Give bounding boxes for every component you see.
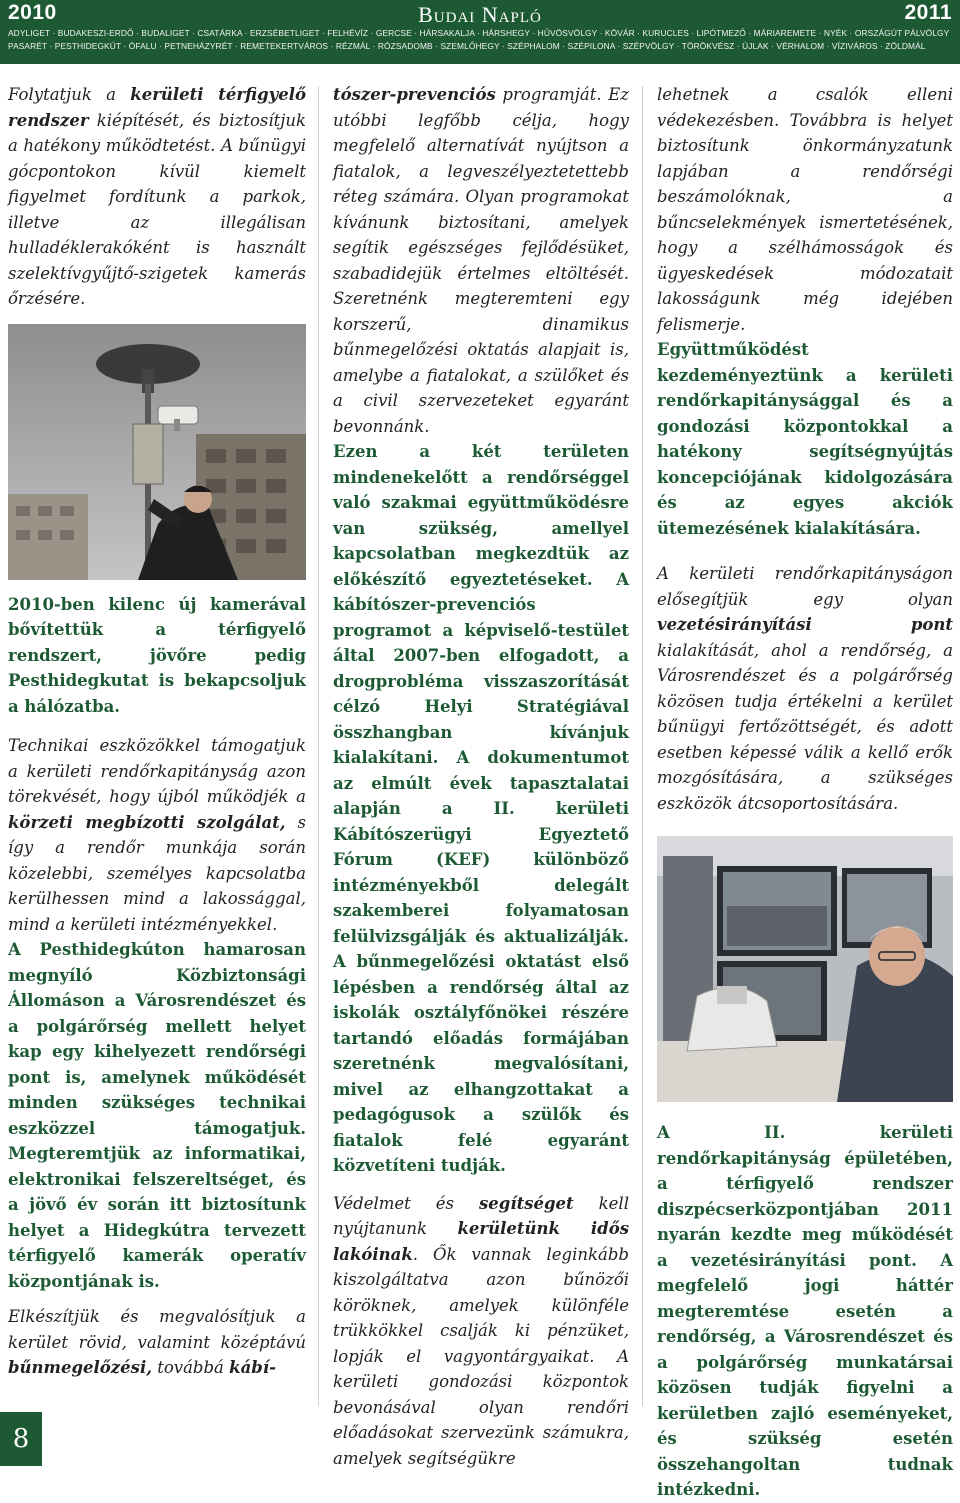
publication-title: Budai Napló (418, 2, 542, 27)
paragraph (8, 82, 306, 312)
page-header (0, 0, 960, 64)
highlight-paragraph: Együttműködést kezdeményeztünk a kerületi rendőrkapitánysággal és a gondozási központokkal a hatékony segítségnyújtás koncepciójának kidolgozására és az egyes akciók ütemezésének kialakítására. (657, 340, 953, 538)
paragraph (333, 1191, 629, 1472)
spacer (8, 719, 306, 733)
text-run: . Ők vannak leginkább kiszolgáltatva azon bűnözői köröknek, amelyek különféle trükkökkel csalják ki pénzüket, lopják el vagyontárgyaikat. A kerületi gondozási központok bevonásával olyan rendőri előadásokat szervezünk számukra, amelyek segítségükre (333, 1244, 629, 1468)
text-run: A kerületi rendőrkapitányságon elősegítjük egy olyan (657, 564, 953, 609)
spacer (333, 1179, 629, 1191)
paragraph: lehetnek a csalók elleni védekezésben. Továbbra is helyet biztosítunk önkormányzatunk lapjában a rendőrségi beszámolóknak, a bűncselekmények ismertetésének, hogy a szélhámosságok és ügyeskedések módozatait lakosságunk még idejében felismerje. (657, 85, 953, 334)
year-left: 2010 (8, 1, 57, 24)
photo-dispatch-center (657, 836, 953, 1102)
text-run: Védelmet és (333, 1193, 480, 1213)
text-run: tószer-prevenciós (333, 85, 496, 104)
text-run: körzeti megbízotti szolgálat, (8, 812, 286, 832)
text-run: továbbá (151, 1358, 230, 1377)
district-list-line-2: PASARÉT · PESTHIDEGKÚT · ÓFALU · PETNEHÁZYRÉT · REMETEKERTVÁROS · RÉZMÁL · RÓZSADOMB · SZEMLŐHEGY · SZÉPHALOM · SZÉPILONA · SZÉPVÖLGY · TÖRÖKVÉSZ · ÚJLAK · VÉRHALOM · VÍZIVÁROS · ZÖLDMÁL (8, 41, 926, 51)
column-divider (642, 86, 643, 1406)
text-run: Technikai eszközökkel támogatjuk a kerületi rendőrkapitányság azon törekvését, hogy újból működjék a (8, 736, 306, 806)
column-3 (657, 82, 953, 1503)
text-run: Folytatjuk a (8, 85, 131, 104)
column-divider (318, 86, 319, 1406)
year-right: 2011 (904, 1, 952, 24)
text-run: kell nyújtanunk (333, 1193, 629, 1238)
column-2 (333, 82, 629, 1471)
text-run: kiépítését, és biztosítjuk a hatékony működtetést. A bűnügyi gócpontokon kívül kiemelt figyelmet fordítunk a parkok, illetve az illegálisan hulladéklerakóként is használt szelektívgyűjtő-szigetek kamerás őrzésére. (8, 110, 306, 308)
page-number: 8 (0, 1412, 42, 1466)
spacer (657, 541, 953, 561)
text-run: kábí- (229, 1358, 276, 1377)
highlight-paragraph: A Pesthidegkúton hamarosan megnyíló Közbiztonsági Állomáson a Városrendészet és a polgárőrség mellett helyet kap egy kihelyezett rendőrségi pont is, amelynek működését minden szükséges technikai eszközzel támogatjuk. Megteremtjük az informatikai, elektronikai felszereltséget, és a jövő év során itt biztosítunk helyet a Hidegkútra tervezett térfigyelő kamerák operatív központjának is. (8, 940, 306, 1291)
text-run: bűnmegelőzési, (8, 1358, 152, 1377)
text-run: vezetésirányítási pont (657, 615, 953, 634)
text-run: Elkészítjük és megvalósítjuk a kerület rövid, valamint középtávú (8, 1307, 306, 1352)
spacer (8, 1294, 306, 1304)
photo-camera-installation (8, 324, 306, 580)
column-1 (8, 82, 306, 1381)
text-run: programját. Ez utóbbi legfőbb célja, hogy megfelelő alternatívát nyújtson a fiatalok, a legveszélyeztetettebb réteg számára. Olyan programokat kívánunk biztosítani, amelyek segítik egészséges fejlődésüket, szabadidejük értelmes eltöltését. Szeretnénk megteremteni egy korszerű, dinamikus bűnmegelőzési oktatás alapjait is, amelybe a fiatalokat, a szülőket és a civil szervezeteket egyaránt bevonnánk. (333, 85, 629, 436)
text-run: kerületi térfigyelő rendszer (8, 85, 306, 130)
paragraph (8, 1304, 306, 1381)
highlight-paragraph: 2010-ben kilenc új kamerával bővítettük a térfigyelő rendszert, jövőre pedig Pesthidegkutat is bekapcsoljuk a hálózatba. (8, 594, 306, 716)
paragraph (333, 82, 629, 439)
paragraph (657, 561, 953, 816)
district-list-line-1: ADYLIGET · BUDAKESZI-ERDŐ · BUDALIGET · CSATÁRKA · ERZSÉBETLIGET · FELHÉVÍZ · GERCSE · HÁRSAKALJA · HÁRSHEGY · HŰVÖSVÖLGY · KÖVÁR · KURUCLES · LIPÓTMEZŐ · MÁRIAREMETE · NYÉK · ORSZÁGÚT PÁLVÖLGY (8, 28, 950, 38)
text-run: s így a rendőr munkája során közelebbi, személyes kapcsolatba kerülhessen mind a lakossággal, mind a kerületi intézményekkel. (8, 812, 306, 934)
paragraph (8, 733, 306, 937)
text-run: segítséget (479, 1193, 574, 1213)
highlight-paragraph: Ezen a két területen mindenekelőtt a rendőrséggel való szakmai együttműködésre van szükség, amellyel kapcsolatban megkezdtük az előkészítő egyeztetéseket. A kábítószer-prevenciós programot a képviselő-testület által 2007-ben elfogadott, a drogprobléma visszaszorítását célzó Helyi Stratégiával összhangban kívánjuk kialakítani. A dokumentumot az elmúlt évek tapasztalatai alapján a II. kerületi Kábítószerügyi Egyeztető Fórum (KEF) különböző intézményekből delegált szakemberei folyamatosan felülvizsgálják és aktualizálják. A bűnmegelőzési oktatást első lépésben a rendőrség által az iskolák osztályfőnökei részére tartandó előadás formájában szeretnénk megvalósítani, mivel az elhangzottakat a pedagógusok a szülők és fiatalok felé egyaránt közvetíteni tudják. (333, 442, 629, 1175)
text-run: kerületünk idős lakóinak (333, 1219, 629, 1264)
highlight-paragraph: A II. kerületi rendőrkapitányság épületében, a térfigyelő rendszer diszpécserközpontjában 2011 nyarán kezdte meg működését a vezetésirányítási pont. A megfelelő jogi háttér megteremtése esetén a rendőrség, a Városrendészet és a polgárőrség munkatársai közösen tudják figyelni a kerületben zajló eseményeket, és szükség esetén összehangoltan tudnak intézkedni. (657, 1123, 953, 1499)
text-run: kialakítását, ahol a rendőrség, a Városrendészet és a polgárőrség közösen tudja értékelni a kerület bűnügyi fertőzöttségét, és adott esetben képessé válik a kellő erők mozgósítására, a szükséges eszközök átcsoportosítására. (657, 640, 953, 813)
